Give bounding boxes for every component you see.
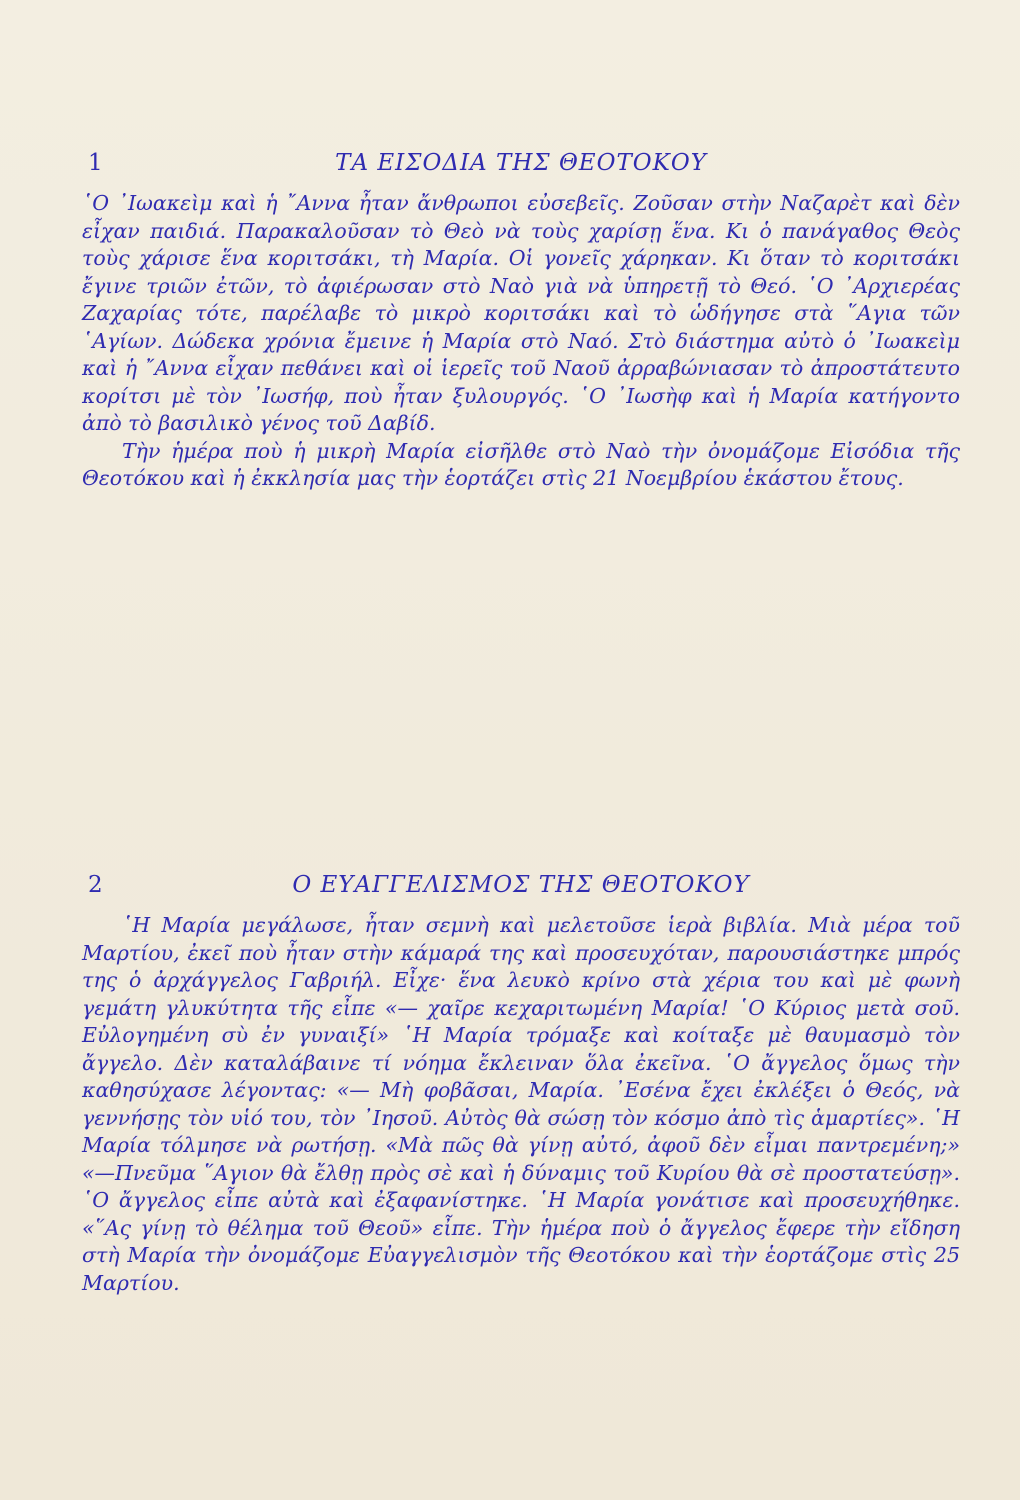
- section-title: ΤΑ ΕΙΣΟΔΙΑ ΤΗΣ ΘΕΟΤΟΚΟΥ: [335, 150, 707, 176]
- section-heading: [82, 150, 960, 190]
- section-title: Ο ΕΥΑΓΓΕΛΙΣΜΟΣ ΤΗΣ ΘΕΟΤΟΚΟΥ: [292, 872, 750, 898]
- section-number: 1: [88, 150, 104, 176]
- section-heading: [82, 872, 960, 912]
- paragraph: Τὴν ἡμέρα ποὺ ἡ μικρὴ Μαρία εἰσῆλθε στὸ Ναὸ τὴν ὀνομάζομε Εἰσόδια τῆς Θεοτόκου καὶ ἡ ἐκκλησία μας τὴν ἑορτάζει στὶς 21 Νοεμβρίου ἑκάστου ἔτους.: [82, 438, 960, 490]
- paragraph: ῾Η Μαρία μεγάλωσε, ἦταν σεμνὴ καὶ μελετοῦσε ἱερὰ βιβλία. Μιὰ μέρα τοῦ Μαρτίου, ἐκεῖ ποὺ ἦταν στὴν κάμαρά της καὶ προσευχόταν, παρουσιάστηκε μπρός της ὁ ἀρχάγγελος Γαβριήλ. Εἶχε· ἕνα λευκὸ κρίνο στὰ χέρια του καὶ μὲ φωνὴ γεμάτη γλυκύτητα τῆς εἶπε «— χαῖρε κεχαριτωμένη Μαρία! ῾Ο Κύριος μετὰ σοῦ. Εὐλογημένη σὺ ἐν γυναιξί» ῾Η Μαρία τρόμαξε καὶ κοίταξε μὲ θαυμασμὸ τὸν ἄγγελο. Δὲν καταλάβαινε τί νόημα ἔκλειναν ὅλα ἐκεῖνα. ῾Ο ἄγγελος ὅμως τὴν καθησύχασε λέγοντας: «— Μὴ φοβᾶσαι, Μαρία. ᾿Εσένα ἔχει ἐκλέξει ὁ Θεός, νὰ γεννήσῃς τὸν υἱό του, τὸν ᾿Ιησοῦ. Αὐτὸς θὰ σώσῃ τὸν κόσμο ἀπὸ τὶς ἁμαρτίες». ῾Η Μαρία τόλμησε νὰ ρωτήσῃ. «Μὰ πῶς θὰ γίνῃ αὐτό, ἀφοῦ δὲν εἶμαι παντρεμένη;» «—Πνεῦμα ῞Αγιον θὰ ἔλθῃ πρὸς σὲ καὶ ἡ δύναμις τοῦ Κυρίου θὰ σὲ προστατεύσῃ». ῾Ο ἄγγελος εἶπε αὐτὰ καὶ ἐξαφανίστηκε. ῾Η Μαρία γονάτισε καὶ προσευχήθηκε. «῞Ας γίνῃ τὸ θέλημα τοῦ Θεοῦ» εἶπε. Τὴν ἡμέρα ποὺ ὁ ἄγγελος ἔφερε τὴν εἴδηση στὴ Μαρία τὴν ὀνομάζομε Εὐαγγελισμὸν τῆς Θεοτόκου καὶ τὴν ἑορτάζομε στὶς 25 Μαρτίου.: [82, 913, 960, 1295]
- paragraph: ῾Ο ᾿Ιωακεὶμ καὶ ἡ ῎Αννα ἦταν ἄνθρωποι εὐσεβεῖς. Ζοῦσαν στὴν Ναζαρὲτ καὶ δὲν εἶχαν παιδιά. Παρακαλοῦσαν τὸ Θεὸ νὰ τοὺς χαρίσῃ ἕνα. Κι ὁ πανάγαθος Θεὸς τοὺς χάρισε ἕνα κοριτσάκι, τὴ Μαρία. Οἱ γονεῖς χάρηκαν. Κι ὅταν τὸ κοριτσάκι ἔγινε τριῶν ἐτῶν, τὸ ἀφιέρωσαν στὸ Ναὸ γιὰ νὰ ὑπηρετῇ τὸ Θεό. ῾Ο ᾿Αρχιερέας Ζαχαρίας τότε, παρέλαβε τὸ μικρὸ κοριτσάκι καὶ τὸ ὡδήγησε στὰ ῞Αγια τῶν ῾Αγίων. Δώδεκα χρόνια ἔμεινε ἡ Μαρία στὸ Ναό. Στὸ διάστημα αὐτὸ ὁ ᾿Ιωακεὶμ καὶ ἡ ῎Αννα εἶχαν πεθάνει καὶ οἱ ἱερεῖς τοῦ Ναοῦ ἀρραβώνιασαν τὸ ἀπροστάτευτο κορίτσι μὲ τὸν ᾿Ιωσήφ, ποὺ ἦταν ξυλουργός. ῾Ο ᾿Ιωσὴφ καὶ ἡ Μαρία κατήγοντο ἀπὸ τὸ βασιλικὸ γένος τοῦ Δαβίδ.: [82, 191, 960, 435]
- section-evangelismos: [82, 872, 960, 1297]
- section-number: 2: [88, 872, 104, 898]
- section-eisodia: [82, 150, 960, 493]
